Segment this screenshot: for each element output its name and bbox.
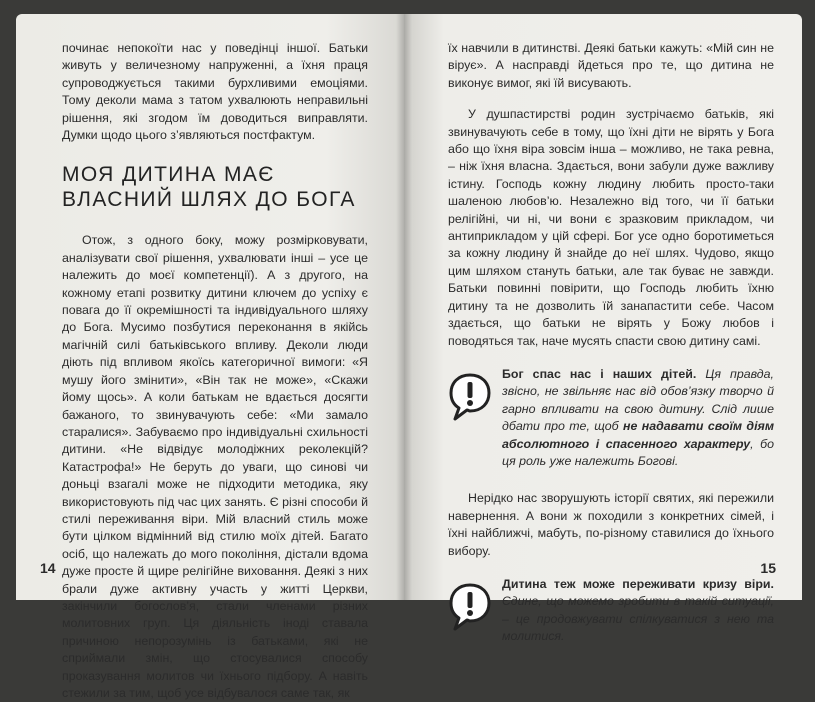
exclamation-speech-bubble-icon [448, 582, 494, 646]
continued-paragraph: їх навчили в дитинстві. Деякі батьки кажуть: «Мій син не вірує». А насправді йдеться про те, що дитина не виконує вимог, які їй висувають. [448, 41, 774, 90]
left-page [16, 14, 404, 700]
chapter-heading [62, 162, 368, 212]
callout-text-2 [502, 576, 774, 646]
chapter-heading-line2: ВЛАСНИЙ ШЛЯХ ДО БОГА [62, 188, 356, 212]
body-paragraph: Отож, з одного боку, можу розмірковувати, аналізувати свої рішення, ухвалювати інші – усе це належить до моєї компетенції). А з другого, на кожному етапі розвитку дитини ключем до успіху є повага до її окремішності та індивідуального шляху до Бога. Мусимо позбутися переконання в якійсь магічній силі батьківського впливу. Деколи люди діють під впливом якоїсь категоричної вимоги: «Я мушу його змінити», «Він так не може», «Скажи йому щось». А коли батькам не вдається досягти бажаного, то звинувачують себе: «Ми замало старалися». Забуваємо про індивідуальні схильності дитини. «Не відвідує молодіжних реколекцій? Катастрофа!» Не беруть до уваги, що синові чи доньці взагалі може не підходити методика, яку використовують під час цих занять. Є різні способи й стилі переживання віри. Мій власний стиль може бути цілком відмінний від стилю моїх дітей. Багато осіб, що належать до мого покоління, дістали вдома дуже просте й щире релігійне виховання. Деякі з них брали дуже активну участь у житті Церкви, закінчили богослов’я, стали членами різних молитовних груп. Ця діяльність іноді ставала причиною непорозумінь із батьками, які не сприймали змін, що стосувалися способу проказування молитов чи їхнього підбору. А навіть стежили за тим, щоб усе відбувалося саме так, як [62, 233, 368, 700]
callout-2-bold: Дитина теж може переживати кризу віри. [502, 576, 774, 591]
callout-box-2 [448, 576, 774, 646]
right-page [404, 14, 802, 644]
book-gutter [396, 14, 412, 600]
chapter-heading-line1: МОЯ ДИТИНА МАЄ [62, 163, 275, 187]
page-number-right: 15 [760, 560, 776, 576]
callout-box-1 [448, 366, 774, 470]
body-paragraph-3: Нерідко нас зворушують історії святих, які пережили навернення. А вони ж походили з конкретних сімей, і їхні найближчі, мабуть, по-різному ставилися до їхнього вибору. [448, 491, 774, 558]
callout-2-italic: Єдине, що можемо зробити в такій ситуації, – це продовжувати спілкуватися з нею та молитися. [502, 594, 774, 644]
intro-paragraph: починає непокоїти нас у поведінці іншої. Батьки живуть у величезному напруженні, а їхня праця супроводжується такими бурхливими емоціями. Тому деколи мама з татом ухвалюють неправильні рішення, які згодом їм доводиться виправляти. Думки щодо цього з’являються постфактум. [62, 41, 368, 143]
callout-1-bold-italic: не надавати своїм діям абсолютного і спасенного характеру [502, 419, 774, 451]
body-paragraph-2: У душпастирстві родин зустрічаємо батьків, які звинувачують себе в тому, що їхні діти не вірять у Бога або що їхня віра зовсім інша – можливо, не така ревна, – ніж їхня власна. Здається, вони забули дуже важливу істину. Господь кожну людину любить просто-таки шаленою любов’ю. Незалежно від того, чи її батьки релігійні, чи ні, чи вони є зразковим прикладом, чи антиприкладом у цій сфері. Бог усе одно боротиметься за кожну людину й знайде до неї шлях. Чудово, якщо цим шляхом стануть батьки, але так буває не завжди. Батьки повинні повірити, що Господь любить їхню дитину та не дозволить їй занапастити себе. Часом здається, що батьки не вірять у Божу любов і поводяться так, наче мусять спасти свою дитину самі. [448, 107, 774, 348]
callout-text-1 [502, 366, 774, 470]
callout-1-bold: Бог спас нас і наших дітей. [502, 366, 697, 381]
callout-1-italic-1: Ця правда, звісно, не звільняє нас від обов’язку творчо й гарно впливати на свою дитину. Слід лише дбати про те, щоб [502, 366, 774, 434]
exclamation-speech-bubble-icon [448, 372, 494, 470]
callout-1-italic-2: , бо ця роль уже належить Богові. [502, 436, 775, 468]
page-number-left: 14 [40, 560, 56, 576]
